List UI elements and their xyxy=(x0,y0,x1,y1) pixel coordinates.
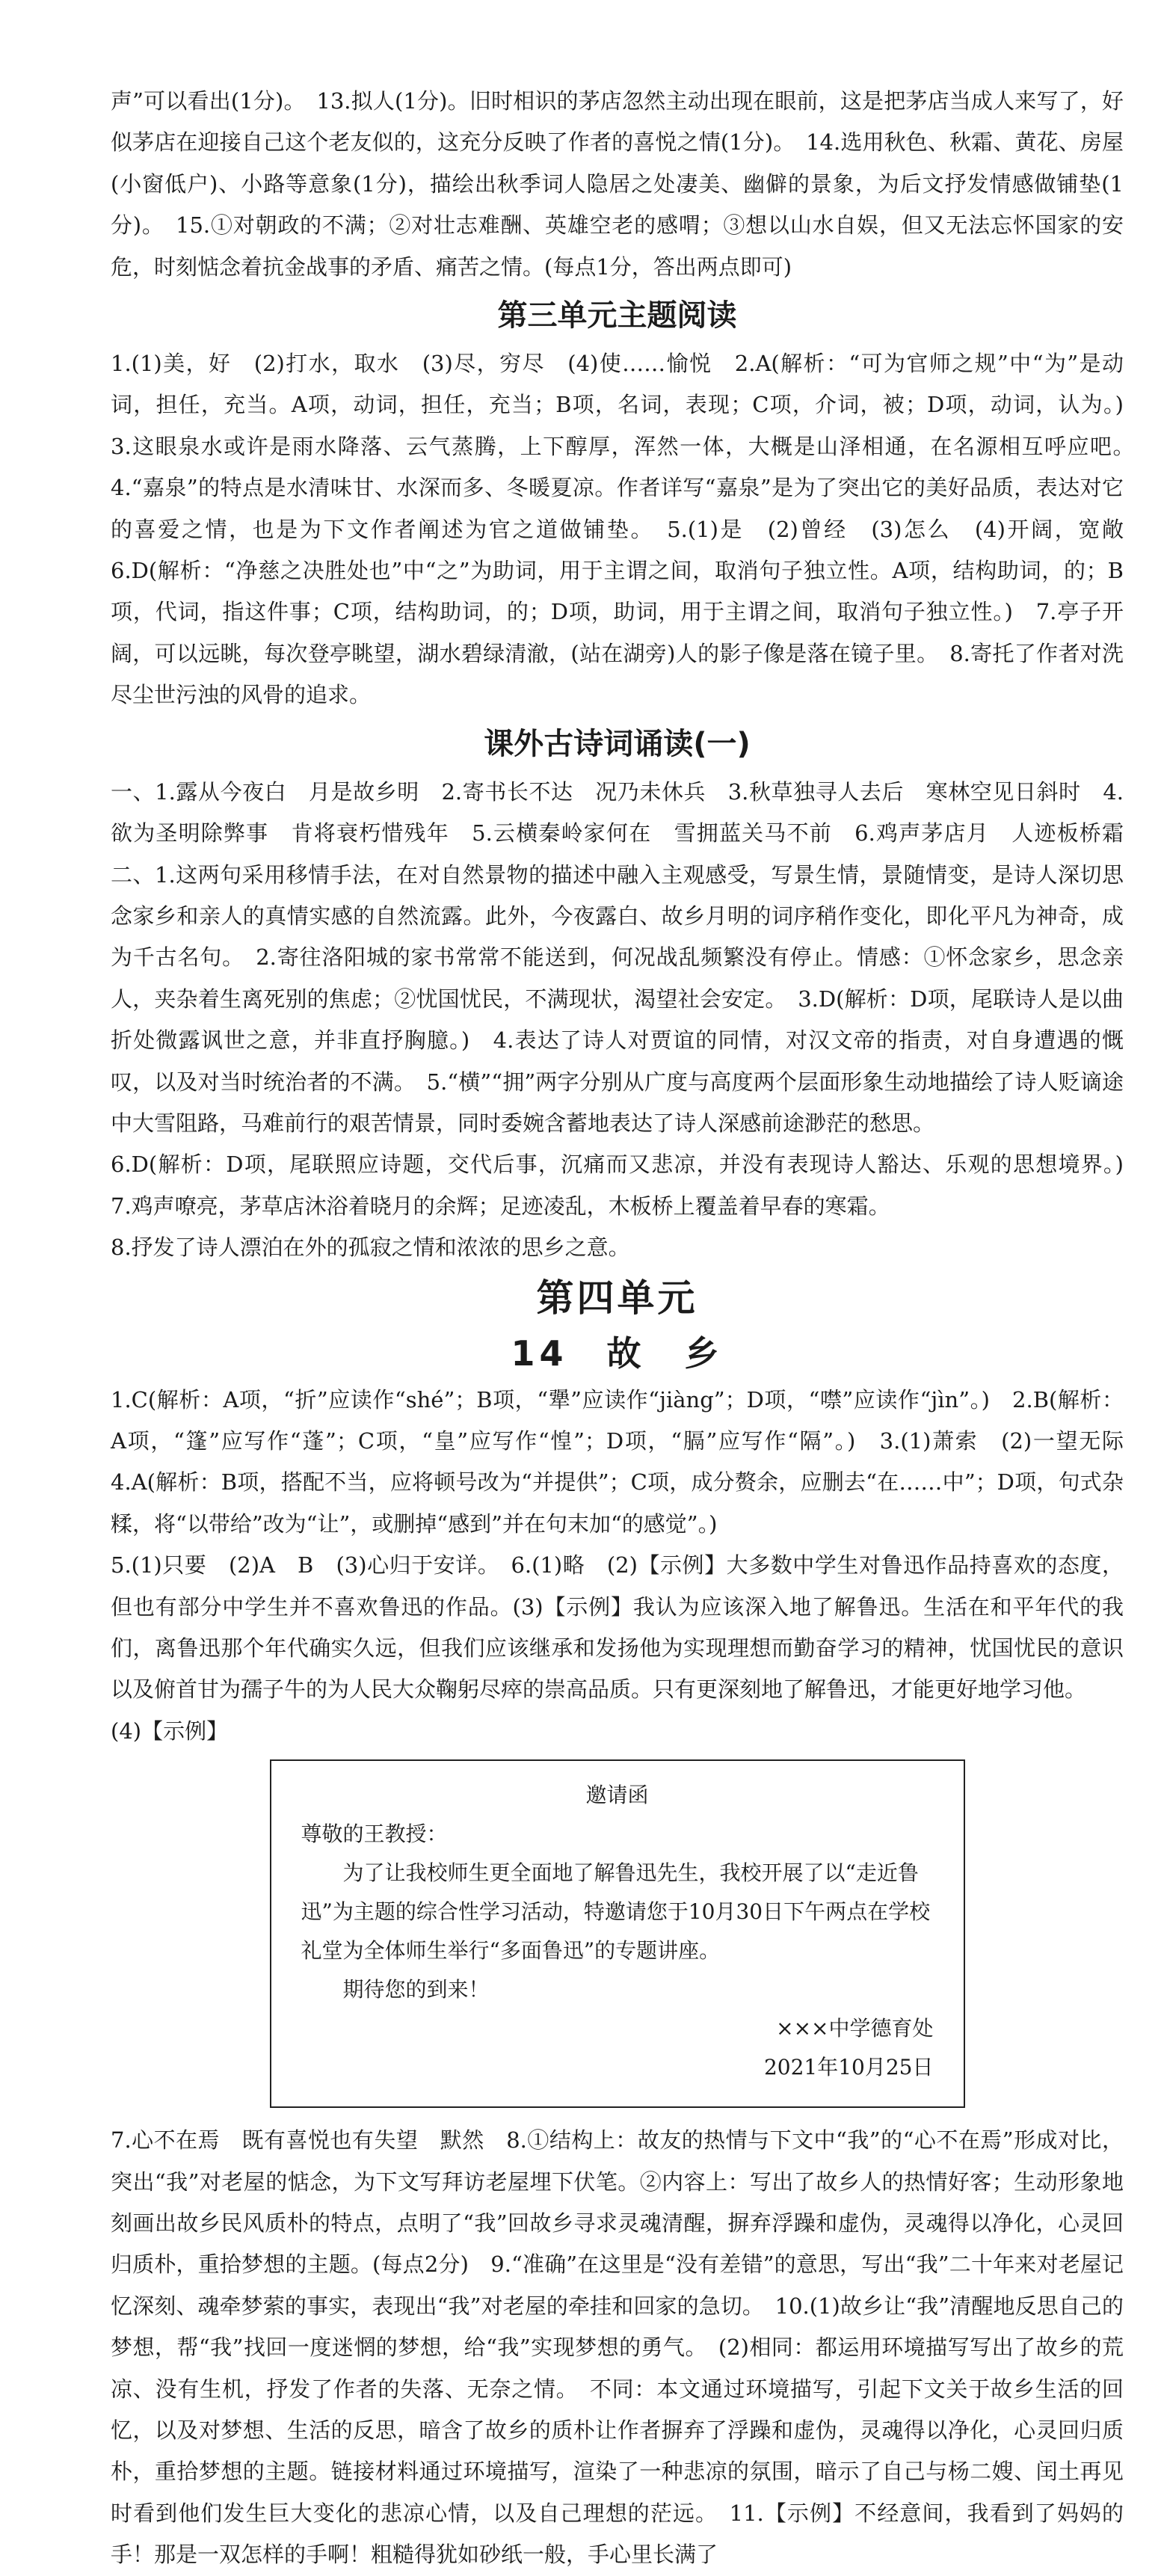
letter-closing: 期待您的到来！ xyxy=(342,1977,490,2002)
answer-paragraph: 8.抒发了诗人漂泊在外的孤寂之情和浓浓的思乡之意。 xyxy=(111,1235,630,1261)
lesson-heading: 14 故 乡 xyxy=(511,1332,724,1374)
answer-paragraph: 一、1.露从今夜白 月是故乡明 2.寄书长不达 况乃未休兵 3.秋草独寻人去后 寒林空见日斜时 4.欲为圣明除弊事 肯将衰朽惜残年 5.云横秦岭家何在 雪拥蓝关马不前 6.鸡声茅店月 人迹板桥霜 二、1.这两句采用移情手法，在对自然景物的描述中融入主观感受，写景生情，景随情变，是诗人深切思念家乡和亲人的真情实感的自然流露。此外，今夜露白、故乡月明的词序稍作变化，即化平凡为神奇，成为千古名句。 2.寄往洛阳城的家书常常不能送到，何况战乱频繁没有停止。情感：①怀念家乡，思念亲人，夹杂着生离死别的焦虑；②忧国忧民，不满现状，渴望社会安定。 3.D(解析：D项，尾联诗人是以曲折处微露讽世之意，并非直抒胸臆。) 4.表达了诗人对贾谊的同情，对汉文帝的指责，对自身遭遇的慨叹，以及对当时统治者的不满。 5.“横”“拥”两字分别从广度与高度两个层面形象生动地描绘了诗人贬谪途中大雪阻路，马难前行的艰苦情景，同时委婉含蓄地表达了诗人深感前途渺茫的愁思。 xyxy=(111,778,1146,1136)
letter-title: 邀请函 xyxy=(585,1783,649,1808)
poem-heading: 课外古诗词诵读(一) xyxy=(484,726,751,761)
unit-heading: 第四单元 xyxy=(536,1276,698,1320)
answer-paragraph: 5.(1)只要 (2)A B (3)心归于安详。 6.(1)略 (2)【示例】大多数中学生对鲁迅作品持喜欢的态度，但也有部分中学生并不喜欢鲁迅的作品。(3)【示例】我认为应该深入地了解鲁迅。生活在和平年代的我们，离鲁迅那个年代确实久远，但我们应该继承和发扬他为实现理想而勤奋学习的精神，忧国忧民的意识以及俯首甘为孺子牛的为人民大众鞠躬尽瘁的崇高品质。只有更深刻地了解鲁迅，才能更好地学习他。 xyxy=(111,1552,1124,1703)
letter-body: 为了让我校师生更全面地了解鲁迅先生，我校开展了以“走近鲁迅”为主题的综合性学习活动，特邀请您于10月30日下午两点在学校礼堂为全体师生举行“多面鲁迅”的专题讲座。 xyxy=(301,1860,931,1964)
letter-sender: ×××中学德育处 xyxy=(776,2016,934,2041)
theme-heading: 第三单元主题阅读 xyxy=(497,298,737,333)
letter-date: 2021年10月25日 xyxy=(763,2055,934,2080)
answer-paragraph: (4)【示例】 xyxy=(111,1718,229,1744)
answer-paragraph: 1.(1)美，好 (2)打水，取水 (3)尽，穷尽 (4)使……愉悦 2.A(解析：“可为官师之规”中“为”是动词，担任，充当。A项，动词，担任，充当；B项，名词，表现；C项，介词，被；D项，动词，认为。) 3.这眼泉水或许是雨水降落、云气蒸腾，上下醇厚，浑然一体，大概是山泽相通，在名源相互呼应吧。 4.“嘉泉”的特点是水清味甘、水深而多、冬暖夏凉。作者详写“嘉泉”是为了突出它的美好品质，表达对它的喜爱之情，也是为下文作者阐述为官之道做铺垫。 5.(1)是 (2)曾经 (3)怎么 (4)开阔，宽敞 6.D(解析：“净慈之决胜处也”中“之”为助词，用于主谓之间，取消句子独立性。A项，结构助词，的；B项，代词，指这件事；C项，结构助词，的；D项，助词，用于主谓之间，取消句子独立性。) 7.亭子开阔，可以远眺，每次登亭眺望，湖水碧绿清澈，(站在湖旁)人的影子像是落在镜子里。 8.寄托了作者对洗尽尘世污浊的风骨的追求。 xyxy=(111,351,1146,708)
answer-paragraph: 6.D(解析：D项，尾联照应诗题，交代后事，沉痛而又悲凉，并没有表现诗人豁达、乐观的思想境界。) 7.鸡声嘹亮，茅草店沐浴着晓月的余辉；足迹凌乱，木板桥上覆盖着早春的寒霜。 xyxy=(111,1152,1146,1219)
answer-paragraph: 1.C(解析：A项，“折”应读作“shé”；B项，“犟”应读作“jiàng”；D项，“噤”应读作“jìn”。) 2.B(解析：A项，“篷”应写作“蓬”；C项，“皇”应写作“惶”；D项，“膈”应写作“隔”。) 3.(1)萧索 (2)一望无际 4.A(解析：B项，搭配不当，应将顿号改为“并提供”；C项，成分赘余，应删去“在……中”；D项，句式杂糅，将“以带给”改为“让”，或删掉“感到”并在句末加“的感觉”。) xyxy=(111,1386,1146,1537)
invitation-letter xyxy=(270,1759,965,2108)
answer-page xyxy=(111,81,1146,2576)
answer-paragraph: 7.心不在焉 既有喜悦也有失望 默然 8.①结构上：故友的热情与下文中“我”的“心不在焉”形成对比，突出“我”对老屋的惦念，为下文写拜访老屋埋下伏笔。②内容上：写出了故乡人的热情好客；生动形象地刻画出故乡民风质朴的特点，点明了“我”回故乡寻求灵魂清醒，摒弃浮躁和虚伪，灵魂得以净化，心灵回归质朴，重拾梦想的主题。(每点2分) 9.“准确”在这里是“没有差错”的意思，写出“我”二十年来对老屋记忆深刻、魂牵梦萦的事实，表现出“我”对老屋的牵挂和回家的急切。 10.(1)故乡让“我”清醒地反思自己的梦想，帮“我”找回一度迷惘的梦想，给“我”实现梦想的勇气。 (2)相同：都运用环境描写写出了故乡的荒凉、没有生机，抒发了作者的失落、无奈之情。 不同：本文通过环境描写，引起下文关于故乡生活的回忆，以及对梦想、生活的反思，暗含了故乡的质朴让作者摒弃了浮躁和虚伪，灵魂得以净化，心灵回归质朴，重拾梦想的主题。链接材料通过环境描写，渲染了一种悲凉的氛围，暗示了自己与杨二嫂、闰土再见时看到他们发生巨大变化的悲凉心情，以及自己理想的茫远。 11.【示例】不经意间，我看到了妈妈的手！那是一双怎样的手啊！粗糙得犹如砂纸一般，手心里长满了 xyxy=(111,2127,1124,2568)
letter-salutation: 尊敬的王教授： xyxy=(301,1822,448,1847)
answer-paragraph: 声”可以看出(1分)。 13.拟人(1分)。旧时相识的茅店忽然主动出现在眼前，这是把茅店当成人来写了，好似茅店在迎接自己这个老友似的，这充分反映了作者的喜悦之情(1分)。 14.选用秋色、秋霜、黄花、房屋(小窗低户)、小路等意象(1分)，描绘出秋季词人隐居之处凄美、幽僻的景象，为后文抒发情感做铺垫(1分)。 15.①对朝政的不满；②对壮志难酬、英雄空老的感喟；③想以山水自娱，但又无法忘怀国家的安危，时刻惦念着抗金战事的矛盾、痛苦之情。(每点1分，答出两点即可) xyxy=(111,88,1124,280)
